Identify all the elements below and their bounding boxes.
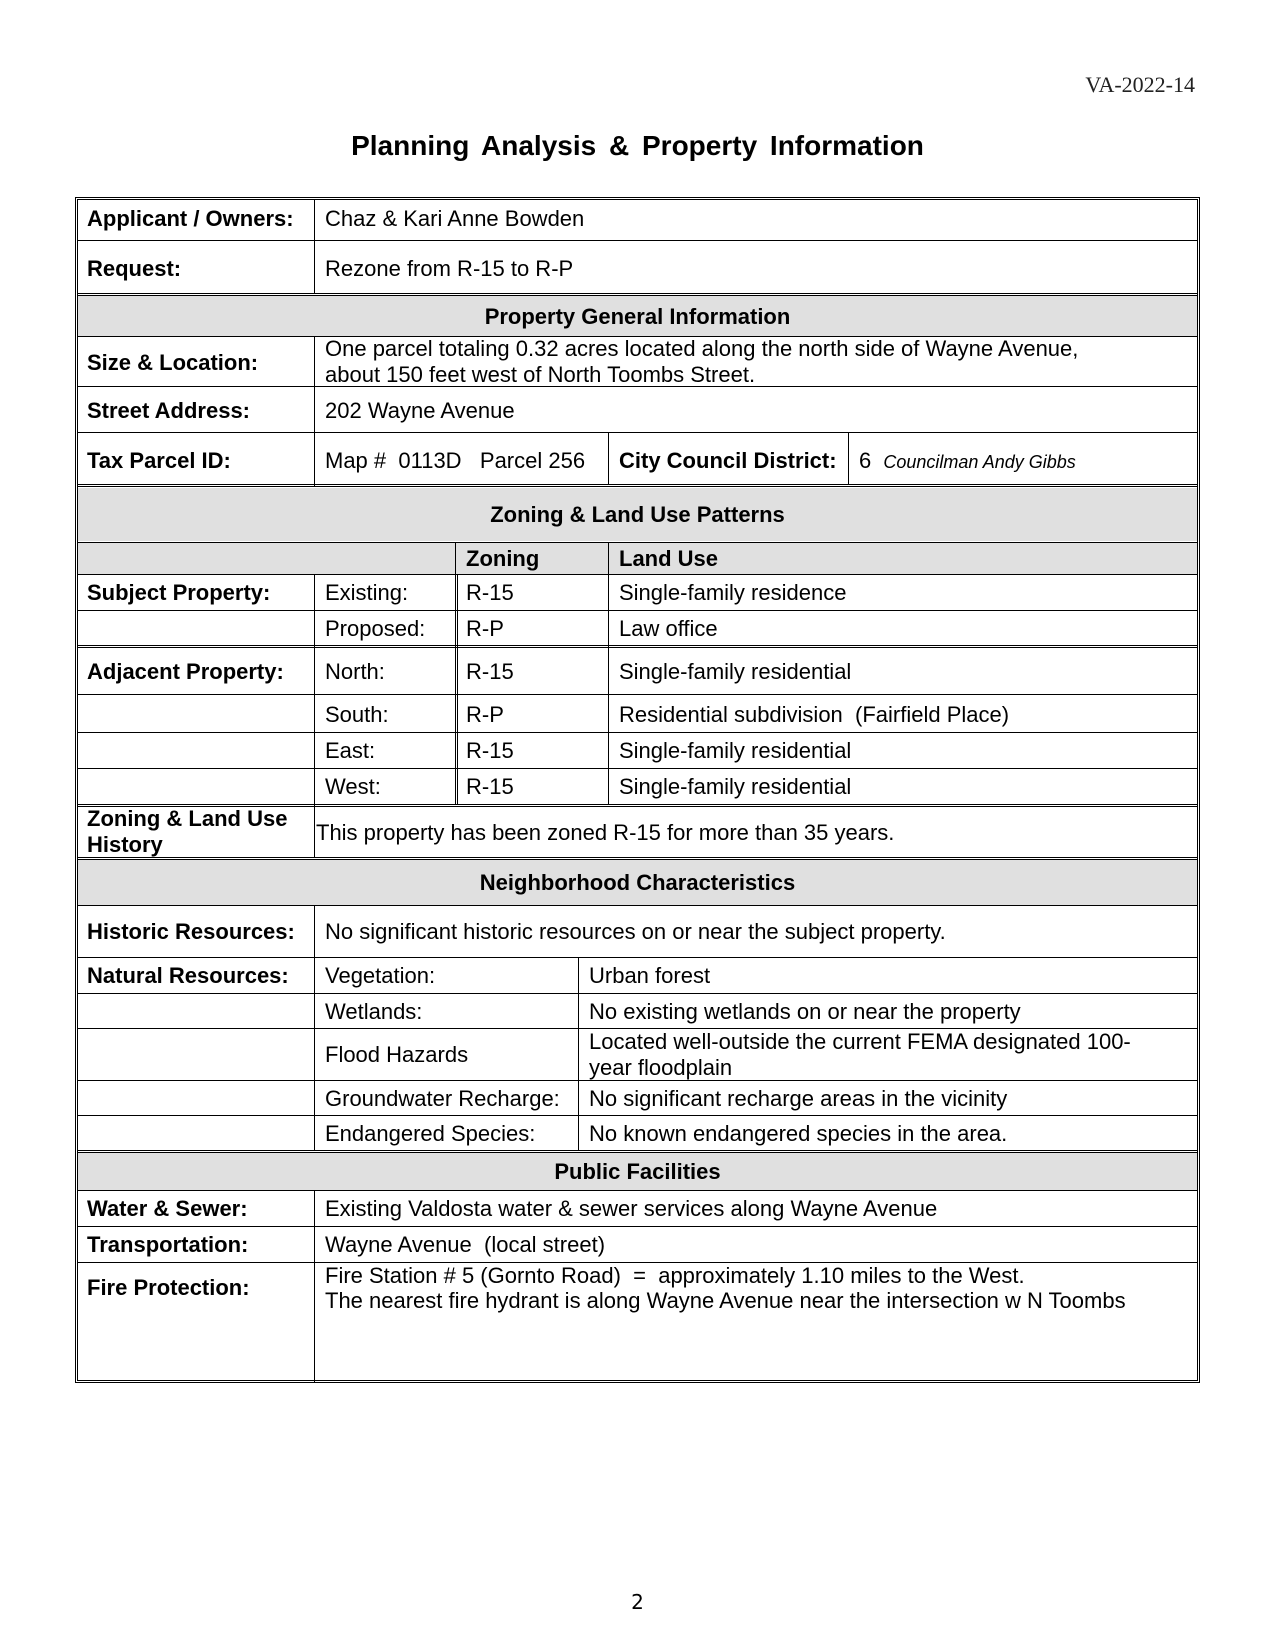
rule	[314, 574, 315, 857]
rule	[78, 1150, 1197, 1153]
zoning-code: R-15	[466, 774, 514, 799]
transportation-label: Transportation:	[87, 1232, 249, 1257]
rule	[848, 432, 849, 485]
natural-resources-label: Natural Resources:	[87, 963, 289, 988]
zoning-sub-label: East:	[325, 738, 376, 763]
request-value: Rezone from R-15 to R-P	[325, 256, 574, 281]
land-use-value: Single-family residential	[619, 659, 852, 684]
rule	[78, 993, 1197, 994]
rule	[314, 905, 315, 1151]
subject-property-label: Subject Property:	[87, 580, 271, 605]
zoning-sub-label: Existing:	[325, 580, 409, 605]
natural-resource-type: Endangered Species:	[325, 1121, 536, 1146]
property-general-heading: Property General Information	[484, 304, 791, 329]
natural-resource-value: Located well-outside the current FEMA designated 100-year floodplain	[589, 1029, 1131, 1080]
zoning-code: R-15	[466, 659, 514, 684]
historic-resources-value: No significant historic resources on or near the subject property.	[325, 919, 946, 944]
rule	[78, 293, 1197, 296]
zoning-code: R-P	[466, 702, 504, 727]
rule	[78, 484, 1197, 487]
zoning-sub-label: North:	[325, 659, 385, 684]
fire-protection-label: Fire Protection:	[87, 1275, 250, 1300]
rule	[455, 574, 458, 805]
zoning-code: R-15	[466, 738, 514, 763]
council-district-value	[859, 448, 1076, 475]
rule	[78, 1226, 1197, 1227]
size-location-value: One parcel totaling 0.32 acres located along the north side of Wayne Avenue, about 150 feet west of North Toombs Street.	[325, 336, 1079, 387]
rule	[78, 1190, 1197, 1191]
applicant-value: Chaz & Kari Anne Bowden	[325, 206, 585, 231]
council-district-label: City Council District:	[619, 448, 837, 473]
page-title: Planning Analysis & Property Information	[351, 130, 924, 161]
zoning-heading: Zoning & Land Use Patterns	[490, 502, 785, 527]
rule	[608, 542, 609, 805]
natural-resource-value: No existing wetlands on or near the property	[589, 999, 1021, 1024]
rule	[608, 432, 609, 485]
neighborhood-heading: Neighborhood Characteristics	[479, 870, 796, 895]
councilman-name: Councilman Andy Gibbs	[883, 452, 1076, 472]
tax-parcel-label: Tax Parcel ID:	[87, 448, 231, 473]
natural-resource-value: No known endangered species in the area.	[589, 1121, 1008, 1146]
rule	[78, 645, 1197, 648]
rule	[455, 542, 456, 574]
rule	[78, 694, 1197, 695]
natural-resource-value: Urban forest	[589, 963, 711, 988]
land-use-value: Single-family residential	[619, 774, 852, 799]
size-location-label: Size & Location:	[87, 350, 259, 375]
land-use-value: Single-family residential	[619, 738, 852, 763]
rule	[314, 1190, 315, 1382]
zoning-col-header: Zoning	[466, 546, 540, 571]
water-sewer-label: Water & Sewer:	[87, 1196, 248, 1221]
natural-resource-type: Groundwater Recharge:	[325, 1086, 560, 1111]
zoning-code: R-15	[466, 580, 514, 605]
historic-resources-label: Historic Resources:	[87, 919, 295, 944]
rule	[314, 200, 315, 294]
land-use-value: Law office	[619, 616, 718, 641]
council-district-number: 6	[859, 448, 872, 473]
zoning-sub-label: Proposed:	[325, 616, 426, 641]
natural-resource-type: Flood Hazards	[325, 1042, 469, 1067]
rule	[78, 957, 1197, 958]
rule	[78, 732, 1197, 733]
natural-resource-type: Vegetation:	[325, 963, 436, 988]
zoning-history-label: Zoning & Land Use History	[87, 806, 288, 857]
applicant-label: Applicant / Owners:	[87, 206, 294, 231]
rule	[78, 1115, 1197, 1116]
rule	[78, 432, 1197, 433]
zoning-sub-label: South:	[325, 702, 389, 727]
rule	[78, 240, 1197, 241]
land-use-value: Single-family residence	[619, 580, 847, 605]
land-use-col-header: Land Use	[619, 546, 719, 571]
request-label: Request:	[87, 256, 182, 281]
zoning-code: R-P	[466, 616, 504, 641]
rule	[78, 610, 1197, 611]
rule	[78, 768, 1197, 769]
fire-protection-line1: Fire Station # 5 (Gornto Road) = approximately 1.10 miles to the West.	[325, 1263, 1025, 1288]
property-info-table	[75, 197, 1200, 1383]
rule	[78, 905, 1197, 906]
street-address-label: Street Address:	[87, 398, 251, 423]
natural-resource-type: Wetlands:	[325, 999, 423, 1024]
transportation-value: Wayne Avenue (local street)	[325, 1232, 606, 1257]
rule	[78, 574, 1197, 575]
zoning-sub-label: West:	[325, 774, 381, 799]
adjacent-property-label: Adjacent Property:	[87, 659, 284, 684]
rule	[578, 957, 579, 1151]
water-sewer-value: Existing Valdosta water & sewer services along Wayne Avenue	[325, 1196, 938, 1221]
tax-parcel-value: Map # 0113D Parcel 256	[325, 448, 586, 473]
public-facilities-heading: Public Facilities	[554, 1159, 721, 1184]
natural-resource-value: No significant recharge areas in the vicinity	[589, 1086, 1008, 1111]
fire-protection-line2: The nearest fire hydrant is along Wayne Avenue near the intersection w N Toombs	[325, 1288, 1126, 1313]
page-number: 2	[631, 1590, 644, 1614]
zoning-history-value: This property has been zoned R-15 for more than 35 years.	[316, 820, 895, 845]
land-use-value: Residential subdivision (Fairfield Place)	[619, 702, 1010, 727]
street-address-value: 202 Wayne Avenue	[325, 398, 515, 423]
rule	[78, 542, 1197, 543]
document-number: VA-2022-14	[1085, 72, 1195, 97]
rule	[314, 336, 315, 486]
